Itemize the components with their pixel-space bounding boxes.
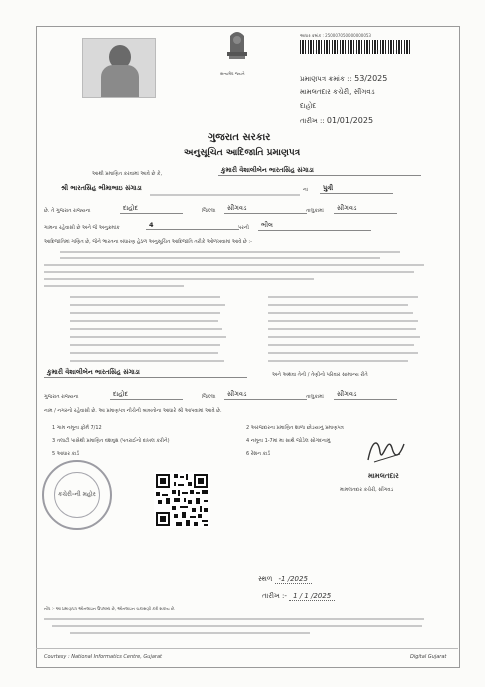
resident-prefix: છે. તે ગુજરાત રાજ્યના — [44, 208, 91, 214]
ordinary-prefix: ગુજરાત રાજ્યના — [44, 394, 79, 400]
emblem-caption: સત્યમેવ જયતે — [220, 71, 245, 76]
notified-line: આદિજાતિમાં ગણિત છે, જેને ભારતના બંધારણ હેઠળ અનુસૂચિત આદિજાતિ તરીકે ઓળખવામાં આવે છે :- — [44, 239, 252, 245]
ordinary-taluka-field: સીંગવડ — [334, 390, 397, 400]
father-name-field: શ્રી ભારતસિંહ ભીમાભાઇ સંગાડા — [61, 184, 142, 192]
resident-taluka-field: સીંગવડ — [334, 204, 397, 214]
qr-code — [154, 472, 210, 528]
issue-date: 01/01/2025 — [326, 116, 374, 125]
certificate-title: અનુસૂચિત આદિજાતિ પ્રમાણપત્ર — [184, 148, 301, 158]
attachment-item: 2 અરજદારના પ્રમાણિત શાળા છોડયાનું પ્રમાણપત્ર — [246, 425, 344, 431]
serial-field: 4 — [146, 221, 239, 230]
national-emblem-icon — [218, 26, 256, 70]
village-prefix: ગામના રહેવાસી છે અને જે અનુક્રમાંક — [44, 225, 120, 231]
digital-gujarat-text: Digital Gujarat — [410, 654, 447, 660]
district-name: દાહોદ — [300, 102, 317, 110]
taluka-label: તાલુકામાં — [306, 208, 324, 214]
tribe-label: પરની — [238, 225, 249, 231]
barcode-caption: આધાર ક્રમાંક : 250007050000000053 — [300, 33, 371, 38]
resident-district-field: દાહોદ — [120, 204, 183, 214]
signatory-designation: મામલતદાર — [368, 472, 399, 480]
seal-text: કચેરી-ની મહોર — [58, 491, 96, 498]
footer-date-label: તારીખ :- — [262, 592, 287, 600]
attachment-item: 6 રેશન કાર્ડ — [246, 451, 271, 457]
resident-taluka-district-field: સીંગવડ — [224, 204, 307, 214]
place-label: સ્થળ — [258, 575, 273, 583]
signatory-office: મામલતદાર કચેરી, સીંગવડ — [340, 487, 394, 493]
barcode — [300, 40, 410, 54]
relation-label: ના — [303, 187, 308, 193]
applicant-photo — [82, 38, 156, 98]
courtesy-text: Courtesy : National Informatics Centre, Gujarat — [44, 654, 162, 660]
district-label: જિલ્લા — [202, 208, 216, 214]
note-text: નોંધ :- આ પ્રમાણપત્ર ઓનલાઇન ઉપલબ્ધ છે, ઓનલાઇન ચકાસણી કરી શકાય છે. — [44, 606, 176, 611]
attachment-item: 5 આધાર કાર્ડ — [52, 451, 80, 457]
relation-field: પુત્રી — [320, 184, 393, 194]
applicant-name-field: કુમારી વૈશાલીબેન ભારતસિંહ સંગાડા — [218, 166, 421, 176]
tribe-field: ભીલ — [258, 221, 371, 231]
ordinary-district-field: દાહોદ — [110, 390, 183, 400]
place-value: -1 /2025 — [275, 575, 312, 584]
attachment-item: 3 તલાટી પાસેથી પ્રમાણિત વંશવૃક્ષ (પતરાઈનો દાખલ કરીને) — [52, 438, 170, 444]
attachment-item: 1 ગામ નમૂના ફોર્મ 7/12 — [52, 425, 102, 431]
cert-no-label: પ્રમાણપત્ર ક્રમાંક :: — [300, 75, 352, 83]
certificate-frame — [36, 26, 460, 668]
cert-no: 53/2025 — [354, 74, 388, 83]
intro-text: આથી પ્રમાણિત કરવામાં આવે છે કે, — [92, 171, 163, 177]
ordinary-taluka-district-field: સીંગવડ — [224, 390, 307, 400]
ordinary-district-label: જિલ્લા — [202, 394, 216, 400]
basis-line: નામ / નગરનો રહેવાસી છે. આ પ્રમાણપત્ર નીચેની બાબતોના આધારે શ્રી આપવામાં આવે છે. — [44, 408, 222, 414]
attachment-item: 4 નમૂના 1-7માં મા સાથે જોડેલ સોગંદનામું — [246, 438, 331, 444]
footer-date-value: 1 / 1 /2025 — [289, 592, 335, 601]
office-seal — [42, 460, 112, 530]
applicant-name-repeat: કુમારી વૈશાલીબેન ભારતસિંહ સંગાડા — [44, 368, 247, 378]
family-note: અને અથવા તેની / તેણીનો પરિવાર સામાન્ય રીતે — [272, 372, 368, 378]
ordinary-taluka-label: તાલુકામાં — [306, 394, 324, 400]
office-name: મામલતદાર કચેરી, સીંગવડ — [300, 88, 375, 96]
govt-title: ગુજરાત સરકાર — [208, 132, 271, 143]
signature — [360, 430, 410, 470]
date-label: તારીખ :: — [300, 117, 325, 125]
